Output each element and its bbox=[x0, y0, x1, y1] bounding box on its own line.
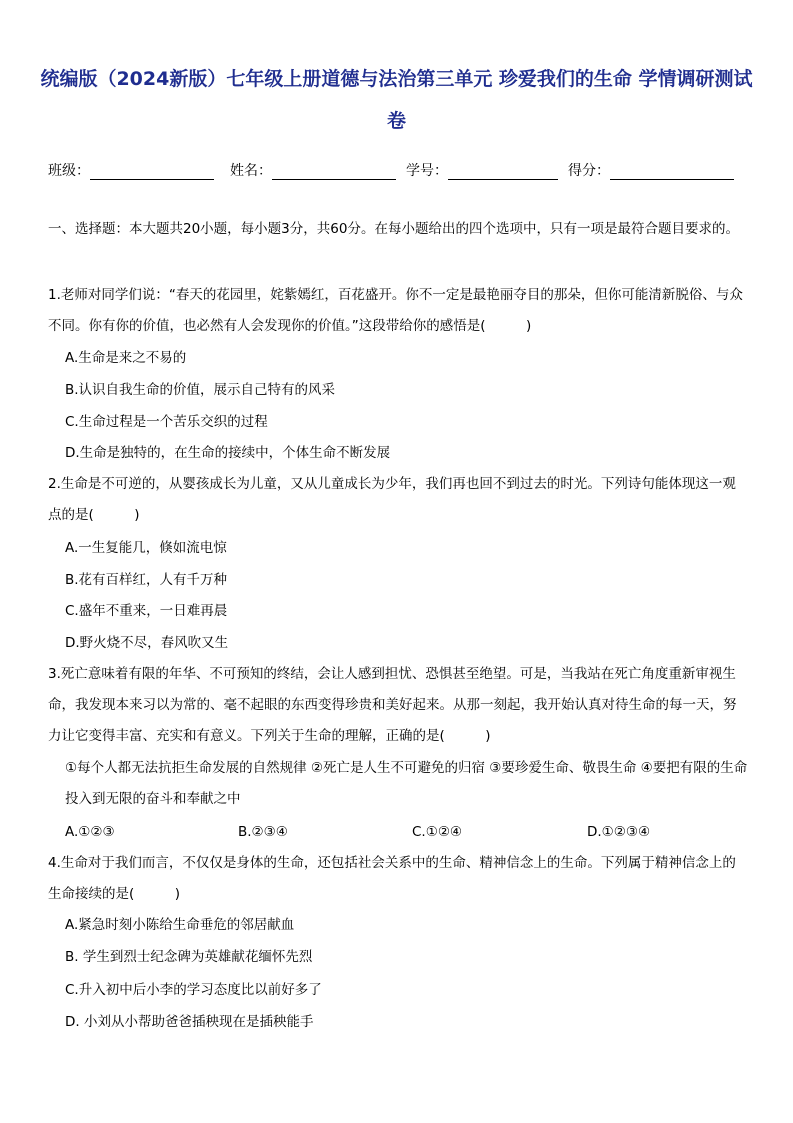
question-1-stem: 1.老师对同学们说：“春天的花园里，姹紫嫣红，百花盛开。你不一定是最艳丽夺目的那朵，但你可能清新脱俗、与众不同。你有你的价值，也必然有人会发现你的价值。”这段带给你的感悟是( ) bbox=[48, 287, 743, 334]
question-3-statements: ①每个人都无法抗拒生命发展的自然规律 ②死亡是人生不可避免的归宿 ③要珍爱生命、敬畏生命 ④要把有限的生命投入到无限的奋斗和奉献之中 bbox=[65, 760, 748, 807]
score-label: 得分： bbox=[568, 163, 610, 179]
name-blank[interactable] bbox=[272, 164, 396, 180]
class-field bbox=[48, 160, 214, 180]
question-4-option-c[interactable]: C.升入初中后小李的学习态度比以前好多了 bbox=[65, 982, 322, 998]
page-title: 统编版（2024新版）七年级上册道德与法治第三单元 珍爱我们的生命 学情调研测试卷 bbox=[40, 68, 753, 132]
question-3-option-a[interactable]: A.①②③ bbox=[65, 824, 115, 840]
question-2-option-c[interactable]: C.盛年不重来，一日难再晨 bbox=[65, 603, 228, 619]
question-4-stem: 4.生命对于我们而言，不仅仅是身体的生命，还包括社会关系中的生命、精神信念上的生命。下列属于精神信念上的生命接续的是( ) bbox=[48, 855, 736, 902]
id-field bbox=[406, 160, 558, 180]
name-label: 姓名： bbox=[230, 163, 272, 179]
id-blank[interactable] bbox=[448, 164, 558, 180]
question-1-option-c[interactable]: C.生命过程是一个苦乐交织的过程 bbox=[65, 414, 268, 430]
question-3-option-d[interactable]: D.①②③④ bbox=[587, 824, 651, 840]
question-2-option-b[interactable]: B.花有百样红，人有千万种 bbox=[65, 572, 228, 588]
question-1-option-a[interactable]: A.生命是来之不易的 bbox=[65, 350, 187, 366]
class-blank[interactable] bbox=[90, 164, 214, 180]
question-4-option-b[interactable]: B. 学生到烈士纪念碑为英雄献花缅怀先烈 bbox=[65, 949, 313, 965]
question-4-option-a[interactable]: A.紧急时刻小陈给生命垂危的邻居献血 bbox=[65, 917, 295, 933]
question-3-option-b[interactable]: B.②③④ bbox=[238, 824, 288, 840]
id-label: 学号： bbox=[406, 163, 448, 179]
section-heading: 一、选择题：本大题共20小题，每小题3分，共60分。在每小题给出的四个选项中，只有一项是最符合题目要求的。 bbox=[48, 221, 739, 237]
student-info-row bbox=[48, 160, 748, 184]
question-1-option-d[interactable]: D.生命是独特的，在生命的接续中，个体生命不断发展 bbox=[65, 445, 391, 461]
score-blank[interactable] bbox=[610, 164, 734, 180]
question-4-option-d[interactable]: D. 小刘从小帮助爸爸插秧现在是插秧能手 bbox=[65, 1014, 314, 1030]
question-3-stem: 3.死亡意味着有限的年华、不可预知的终结，会让人感到担忧、恐惧甚至绝望。可是，当我站在死亡角度重新审视生命，我发现本来习以为常的、毫不起眼的东西变得珍贵和美好起来。从那一刻起，我开始认真对待生命的每一天，努力让它变得丰富、充实和有意义。下列关于生命的理解，正确的是( ) bbox=[48, 666, 737, 744]
score-field bbox=[568, 160, 734, 180]
question-3-option-c[interactable]: C.①②④ bbox=[412, 824, 463, 840]
name-field bbox=[230, 160, 396, 180]
question-2-stem: 2.生命是不可逆的，从婴孩成长为儿童，又从儿童成长为少年，我们再也回不到过去的时光。下列诗句能体现这一观点的是( ) bbox=[48, 476, 736, 523]
class-label: 班级： bbox=[48, 163, 90, 179]
question-2-option-d[interactable]: D.野火烧不尽，春风吹又生 bbox=[65, 635, 229, 651]
question-2-option-a[interactable]: A.一生复能几，倏如流电惊 bbox=[65, 540, 227, 556]
question-1-option-b[interactable]: B.认识自我生命的价值，展示自己特有的风采 bbox=[65, 382, 336, 398]
